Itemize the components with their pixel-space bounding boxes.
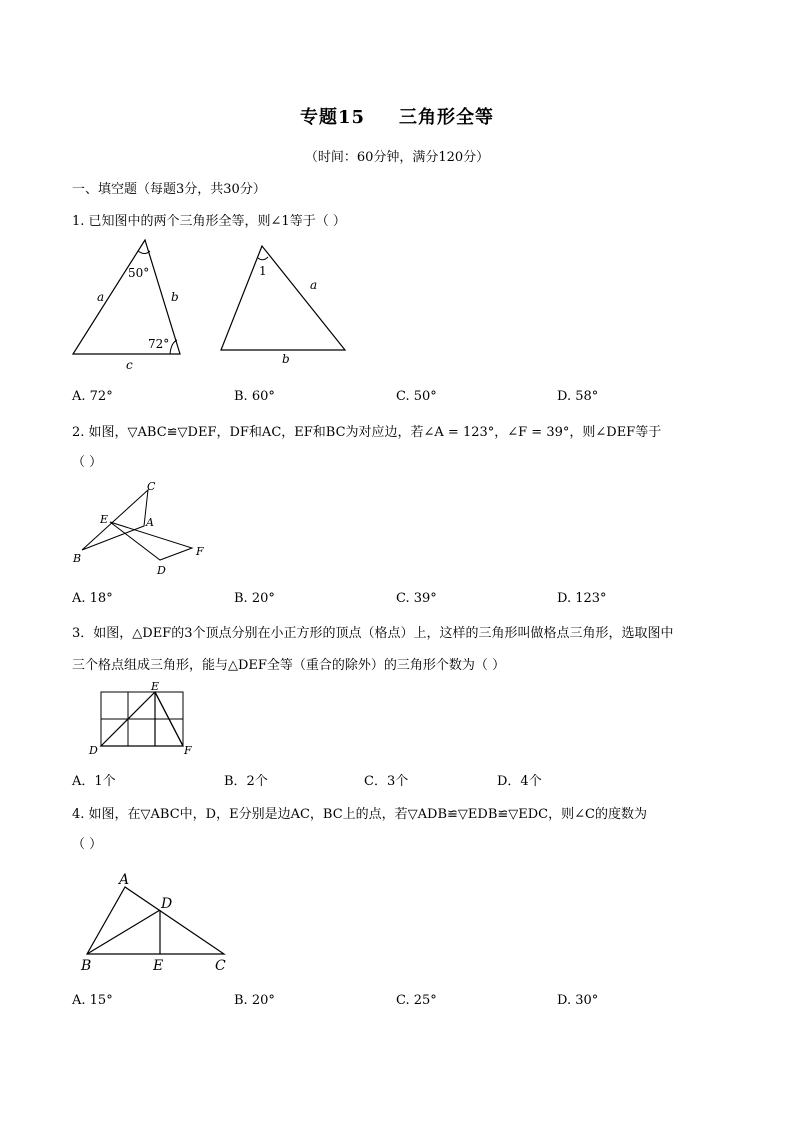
q3-label-f: F (184, 744, 192, 757)
q1-option-b: B. 60° (234, 389, 275, 404)
q3-figure (86, 678, 201, 758)
q4-label-c: C (215, 958, 226, 974)
q1-fig1-side-bottom: c (126, 358, 133, 372)
q2-label-c: C (147, 480, 156, 493)
title-topic: 专题15 (299, 107, 366, 128)
q4-text: 4. 如图，在▽ABC中，D，E分别是边AC，BC上的点，若▽ADB≌▽EDB≌▽EDC，则∠C的度数为 (72, 807, 647, 822)
q3-label-d: D (89, 744, 98, 757)
q1-fig1-side-right: b (171, 290, 179, 304)
q2-triangle-abc (82, 490, 148, 550)
q2-option-b: B. 20° (234, 591, 275, 606)
q3-text-continued: 三个格点组成三角形，能与△DEF全等（重合的除外）的三角形个数为（ ） (72, 658, 506, 673)
q4-line-bd (87, 910, 160, 954)
q1-fig1-angle-right: 72° (148, 337, 170, 351)
page-subtitle: （时间：60分钟，满分120分） (304, 150, 490, 165)
q2-option-c: C. 39° (396, 591, 437, 606)
q4-label-e: E (153, 958, 164, 974)
q1-option-c: C. 50° (396, 389, 437, 404)
q1-figure-2 (210, 238, 360, 373)
q2-text-continued: （ ） (72, 455, 103, 470)
page-title (0, 103, 794, 129)
q4-option-b: B. 20° (234, 993, 275, 1008)
q1-option-a: A. 72° (72, 389, 113, 404)
q4-text-continued: （ ） (72, 837, 103, 852)
q4-figure (76, 868, 236, 978)
q3-grid (101, 692, 183, 746)
q4-label-d: D (161, 896, 173, 912)
q1-fig2-side-right: a (310, 278, 318, 292)
q2-option-d: D. 123° (557, 591, 607, 606)
q4-option-d: D. 30° (557, 993, 599, 1008)
q4-label-a: A (119, 872, 130, 888)
q4-triangle-abc (87, 887, 224, 954)
q4-label-b: B (81, 958, 92, 974)
q1-fig2-side-bottom: b (282, 352, 290, 366)
q3-option-b: B．2个 (224, 774, 268, 789)
q1-fig2-angle-1: 1 (259, 264, 267, 278)
q4-option-a: A. 15° (72, 993, 113, 1008)
section-heading: 一、填空题（每题3分，共30分） (72, 182, 266, 197)
q2-figure (68, 478, 218, 583)
q3-option-a: A．1个 (72, 774, 116, 789)
q3-text: 3．如图，△DEF的3个顶点分别在小正方形的顶点（格点）上，这样的三角形叫做格点三角形，选取图中 (72, 626, 674, 641)
q1-triangle-2 (221, 246, 345, 350)
q3-label-e: E (151, 680, 160, 693)
q1-fig1-side-left: a (97, 290, 105, 304)
q1-figure-1 (60, 232, 200, 377)
q2-label-b: B (73, 552, 82, 565)
q2-option-a: A. 18° (72, 591, 113, 606)
q2-label-e: E (100, 513, 109, 526)
q3-option-d: D．4个 (497, 774, 542, 789)
q4-option-c: C. 25° (396, 993, 437, 1008)
q1-text: 1. 已知图中的两个三角形全等，则∠1等于（ ） (72, 214, 346, 229)
q2-label-a: A (146, 516, 154, 529)
q1-angle-arc-1 (258, 257, 268, 260)
q2-text: 2. 如图，▽ABC≌▽DEF，DF和AC，EF和BC为对应边，若∠A = 123°，∠F = 39°，则∠DEF等于 (72, 425, 662, 440)
title-subject: 三角形全等 (399, 107, 495, 128)
q1-option-d: D. 58° (557, 389, 599, 404)
q2-label-f: F (196, 545, 204, 558)
q3-option-c: C．3个 (364, 774, 409, 789)
q1-fig1-angle-top: 50° (128, 266, 150, 280)
q2-label-d: D (157, 564, 166, 577)
